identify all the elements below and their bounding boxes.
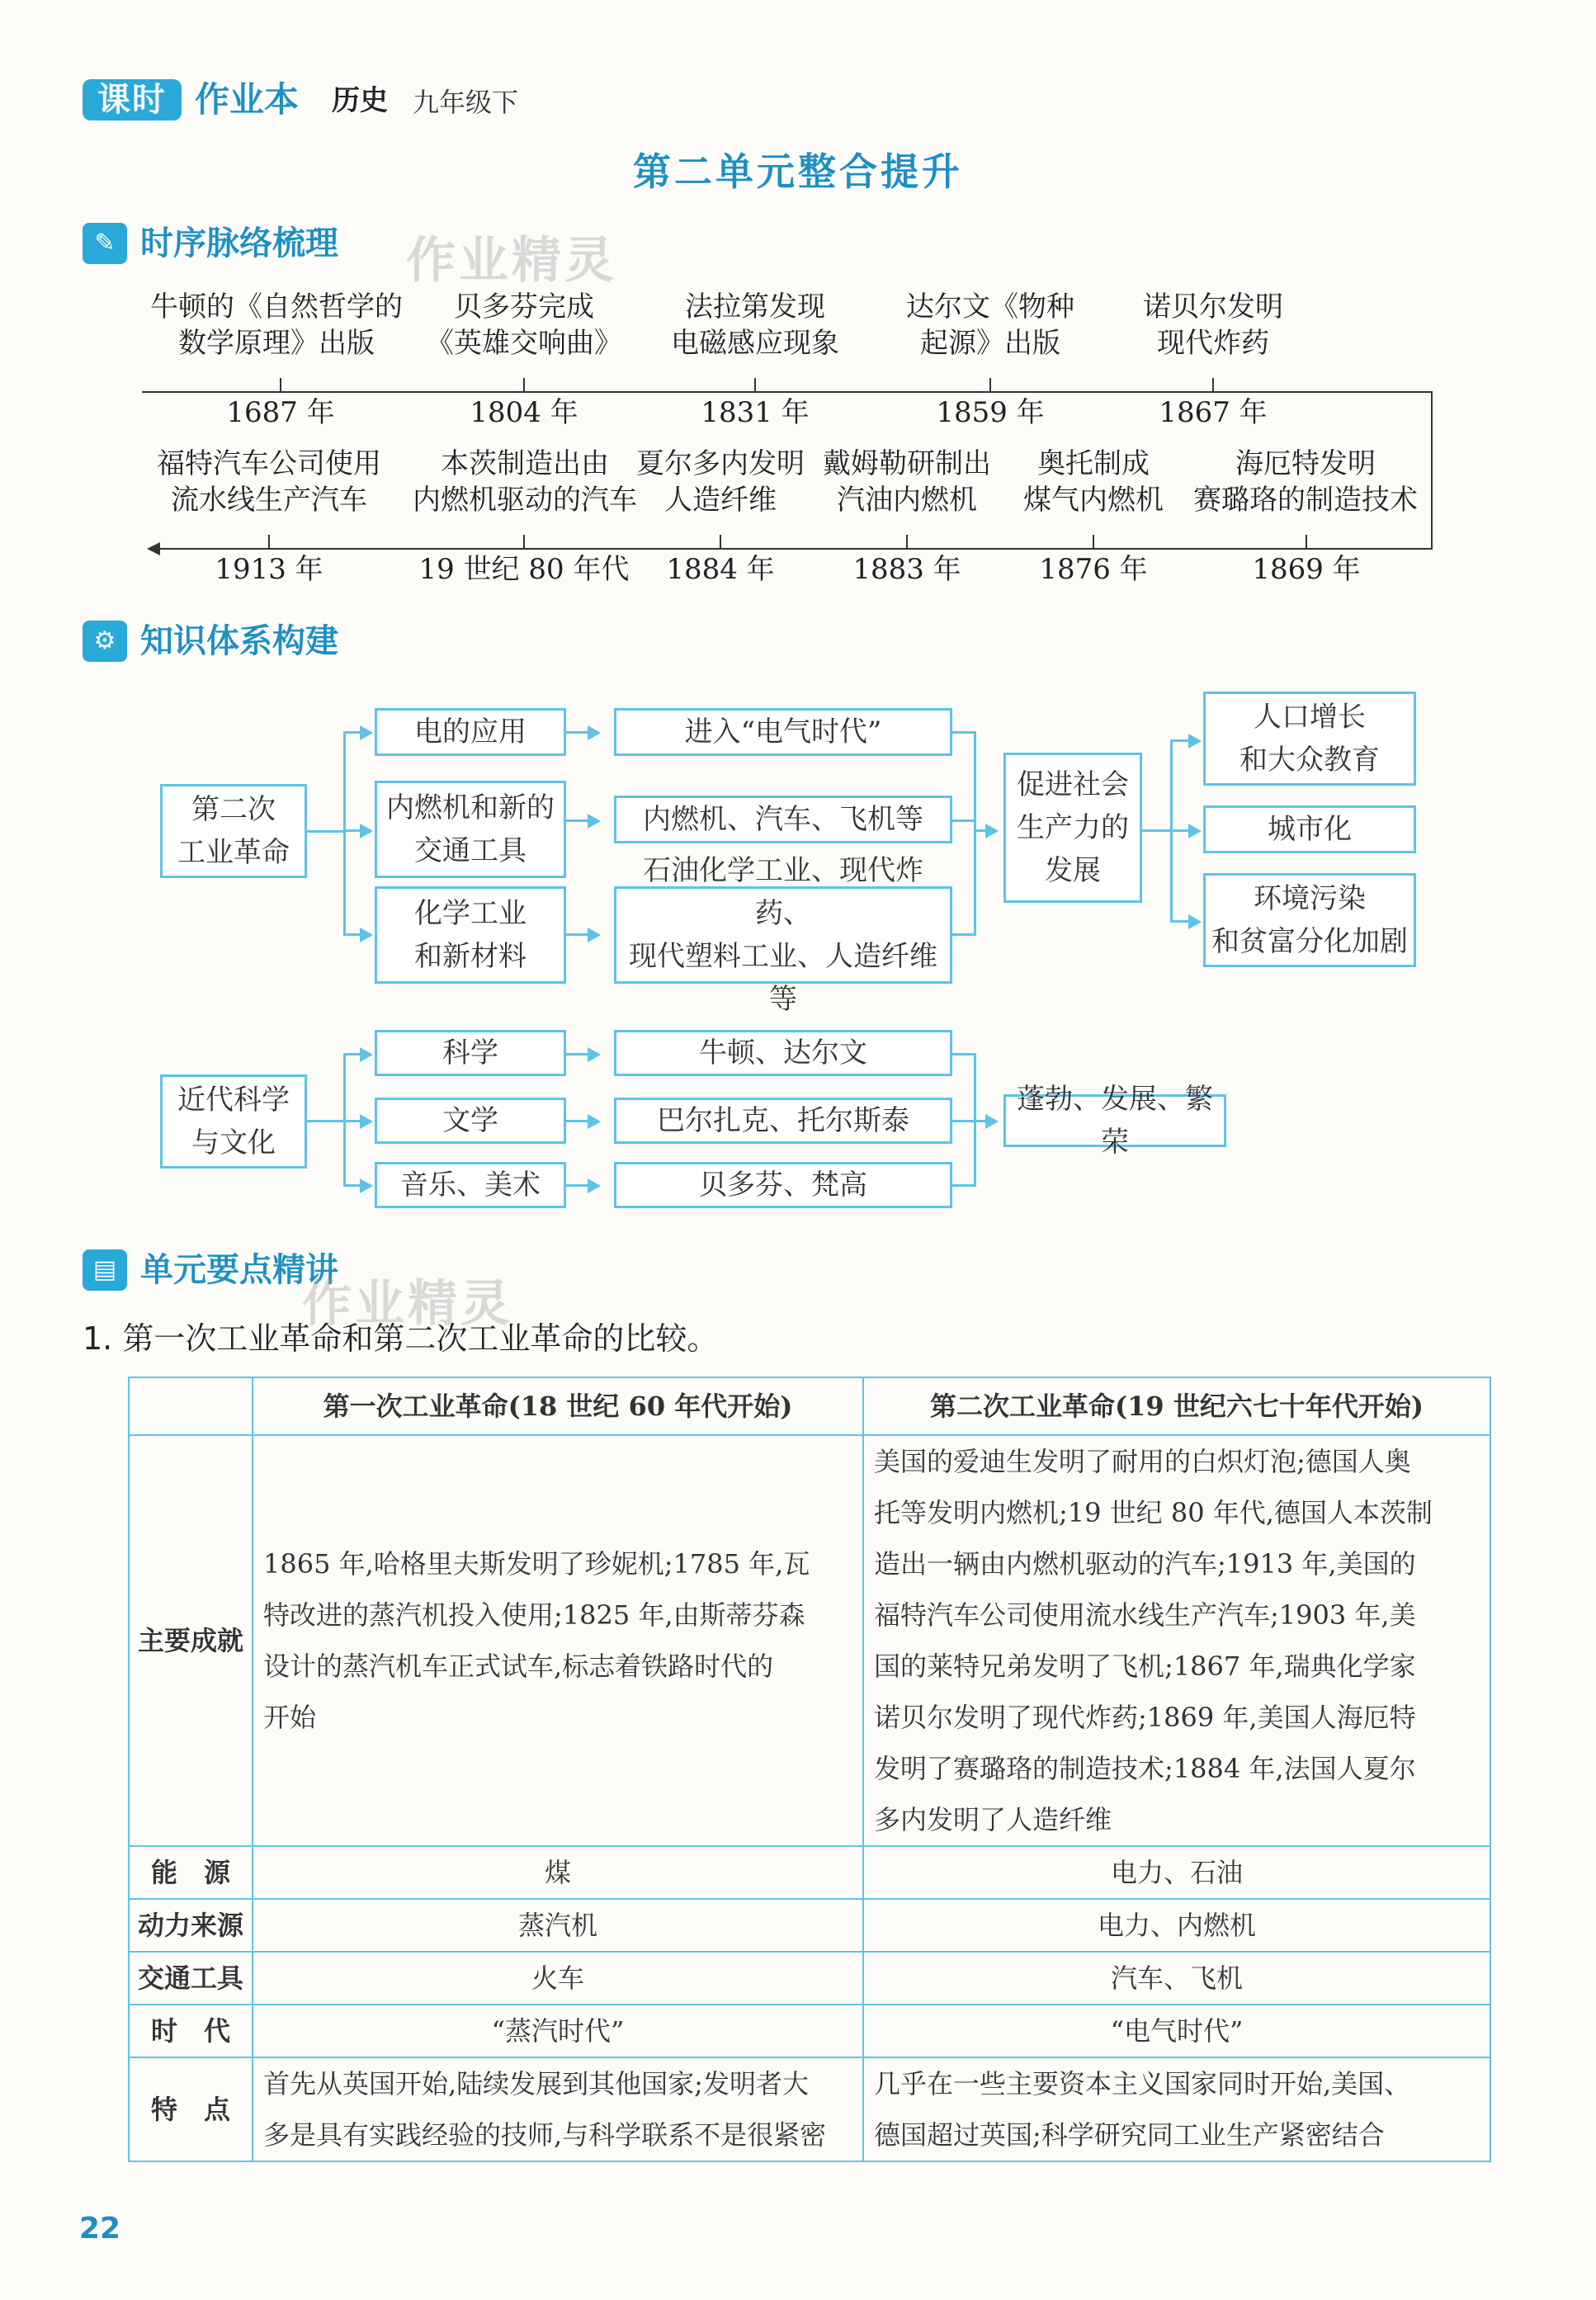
connector: [307, 830, 343, 833]
table-cell: 电力、石油: [863, 1846, 1490, 1899]
timeline-year: 1859 年: [936, 396, 1045, 429]
diagram-detail-box: 进入“电气时代”: [614, 708, 952, 756]
link-icon: ⚙: [83, 621, 127, 662]
book-icon: ▤: [83, 1249, 127, 1291]
table-row: [129, 2057, 1490, 2161]
arrow-right-icon: [1188, 734, 1202, 749]
brand-name: 作业本: [195, 79, 300, 120]
connector: [952, 731, 975, 734]
diagram-branch-box: 电的应用: [375, 708, 566, 756]
row-label: 动力来源: [129, 1899, 253, 1952]
diagram-root-box: 第二次 工业革命: [160, 784, 307, 878]
connector: [952, 1053, 975, 1056]
diagram-branch-box: 内燃机和新的 交通工具: [375, 781, 566, 878]
connector: [1170, 829, 1188, 832]
arrow-right-icon: [360, 1114, 373, 1129]
arrow-right-icon: [360, 725, 373, 740]
timeline-tick: [523, 535, 525, 548]
row-label: 特 点: [129, 2057, 253, 2161]
arrow-right-icon: [985, 1114, 999, 1129]
connector: [343, 1184, 360, 1187]
table-row: [129, 1899, 1490, 1952]
timeline-tick: [1306, 535, 1307, 548]
arrow-right-icon: [588, 814, 601, 829]
diagram2-branch-box: 科学: [375, 1030, 566, 1076]
arrow-right-icon: [588, 1047, 601, 1062]
watermark: 作业精灵: [302, 1275, 513, 1333]
timeline-year: 1883 年: [852, 553, 961, 586]
timeline-year: 1876 年: [1039, 553, 1148, 586]
arrow-right-icon: [985, 824, 999, 838]
timeline-tick: [268, 535, 270, 548]
connector: [343, 731, 360, 734]
timeline-bottom-event: 福特汽车公司使用 流水线生产汽车: [157, 447, 381, 517]
connector: [974, 731, 976, 936]
arrow-right-icon: [1188, 914, 1202, 929]
timeline-tick: [754, 378, 756, 391]
page-title: 第二单元整合提升: [633, 149, 963, 194]
connector: [974, 829, 985, 832]
connector: [566, 731, 588, 734]
arrow-right-icon: [588, 1178, 601, 1193]
connector: [566, 933, 588, 936]
timeline-tick: [720, 535, 721, 548]
timeline-bottom-event: 奥托制成 煤气内燃机: [1023, 447, 1164, 517]
table-header-cell: 第二次工业革命(19 世纪六七十年代开始): [863, 1377, 1490, 1435]
arrow-right-icon: [360, 1178, 373, 1193]
timeline-connector: [1431, 391, 1433, 548]
connector: [343, 829, 360, 832]
timeline-tick: [989, 378, 991, 391]
timeline-top-event: 牛顿的《自然哲学的 数学原理》出版: [150, 290, 403, 360]
connector: [566, 819, 588, 822]
connector: [566, 1184, 588, 1187]
timeline-bottom-event: 夏尔多内发明 人造纤维: [636, 447, 805, 517]
diagram-mid-box: 促进社会 生产力的 发展: [1003, 753, 1142, 903]
table-cell: 蒸汽机: [253, 1899, 863, 1952]
arrow-right-icon: [1188, 824, 1202, 838]
table-cell: 火车: [253, 1952, 863, 2005]
section-title-keypoints: 单元要点精讲: [140, 1251, 338, 1289]
row-label: 交通工具: [129, 1952, 253, 2005]
diagram2-root-box: 近代科学 与文化: [160, 1074, 307, 1169]
diagram-detail-box: 内燃机、汽车、飞机等: [614, 796, 952, 843]
timeline-year: 1913 年: [215, 553, 323, 586]
timeline-axis-bottom: [157, 548, 1433, 550]
connector: [952, 1184, 975, 1187]
row-label: 能 源: [129, 1846, 253, 1899]
connector: [952, 1120, 975, 1122]
table-row: [129, 1435, 1490, 1846]
timeline-year: 1804 年: [470, 396, 578, 429]
table-header-cell: [129, 1377, 253, 1435]
timeline-tick: [280, 378, 281, 391]
connector: [343, 933, 360, 936]
brand-logo: 课时: [83, 79, 182, 120]
connector: [566, 1120, 588, 1122]
diagram2-result-box: 蓬勃、发展、繁荣: [1003, 1094, 1226, 1147]
table-cell: 几乎在一些主要资本主义国家同时开始,美国、 德国超过英国;科学研究同工业生产紧密结合: [863, 2057, 1490, 2161]
connector: [1142, 829, 1170, 832]
diagram2-detail-box: 牛顿、达尔文: [614, 1030, 952, 1076]
table-cell: 美国的爱迪生发明了耐用的白炽灯泡;德国人奥 托等发明内燃机;19 世纪 80 年代,德国人本茨制 造出一辆由内燃机驱动的汽车;1913 年,美国的 福特汽车公司使用流水线生产汽车;1903 年,美 国的莱特兄弟发明了飞机;1867 年,瑞典化学家 诺贝尔发明了现代炸药;1869 年,美国人海厄特 发明了赛璐珞的制造技术;1884 年,法国人夏尔 多内发明了人造纤维: [863, 1435, 1490, 1846]
timeline-top-event: 贝多芬完成 《英雄交响曲》: [426, 290, 622, 360]
timeline-tick: [523, 378, 525, 391]
table-cell: 汽车、飞机: [863, 1952, 1490, 2005]
connector: [566, 1053, 588, 1056]
connector: [952, 933, 975, 936]
connector: [343, 1053, 360, 1056]
connector: [1170, 739, 1188, 742]
table-row: [129, 2005, 1490, 2057]
pencil-icon: ✎: [83, 223, 127, 264]
timeline-top-event: 诺贝尔发明 现代炸药: [1143, 290, 1283, 360]
table-cell: 1865 年,哈格里夫斯发明了珍妮机;1785 年,瓦 特改进的蒸汽机投入使用;1825 年,由斯蒂芬森 设计的蒸汽机车正式试车,标志着铁路时代的 开始: [253, 1435, 863, 1846]
timeline-bottom-event: 本茨制造出由 内燃机驱动的汽车: [413, 447, 637, 517]
connector: [307, 1120, 343, 1122]
table-header-row: [129, 1377, 1490, 1435]
diagram-branch-box: 化学工业 和新材料: [375, 886, 566, 984]
connector: [952, 819, 975, 822]
arrow-right-icon: [588, 725, 601, 740]
question-title: 1. 第一次工业革命和第二次工业革命的比较。: [83, 1320, 719, 1357]
connector: [1170, 920, 1188, 923]
table-row: [129, 1846, 1490, 1899]
diagram2-branch-box: 文学: [375, 1098, 566, 1144]
page-number: 22: [79, 2212, 121, 2246]
timeline-tick: [1212, 378, 1214, 391]
grade-label: 九年级下: [413, 87, 519, 118]
table-cell: “电气时代”: [863, 2005, 1490, 2057]
timeline-year: 1831 年: [701, 396, 810, 429]
timeline-bottom-event: 海厄特发明 赛璐珞的制造技术: [1193, 447, 1418, 517]
timeline-tick: [1093, 535, 1094, 548]
diagram2-branch-box: 音乐、美术: [375, 1162, 566, 1208]
connector: [343, 1120, 360, 1122]
timeline-year: 1884 年: [666, 553, 775, 586]
connector: [343, 731, 346, 936]
diagram-result-box: 环境污染 和贫富分化加剧: [1203, 873, 1416, 967]
table-cell: “蒸汽时代”: [253, 2005, 863, 2057]
timeline-year: 1867 年: [1159, 396, 1268, 429]
timeline-top-event: 法拉第发现 电磁感应现象: [671, 290, 839, 360]
timeline-year: 1687 年: [226, 396, 335, 429]
row-label: 时 代: [129, 2005, 253, 2057]
timeline-axis-top: [142, 391, 1433, 393]
diagram2-detail-box: 巴尔扎克、托尔斯泰: [614, 1098, 952, 1144]
section-title-knowledge: 知识体系构建: [140, 622, 338, 660]
arrow-right-icon: [360, 1047, 373, 1062]
timeline-bottom-event: 戴姆勒研制出 汽油内燃机: [823, 447, 991, 517]
arrow-right-icon: [360, 928, 373, 942]
timeline-top-event: 达尔文《物种 起源》出版: [906, 290, 1074, 360]
comparison-table: [128, 1377, 1491, 2162]
arrow-right-icon: [588, 1114, 601, 1129]
diagram-result-box: 人口增长 和大众教育: [1203, 692, 1416, 786]
table-cell: 煤: [253, 1846, 863, 1899]
table-cell: 首先从英国开始,陆续发展到其他国家;发明者大 多是具有实践经验的技师,与科学联系不是很紧密: [253, 2057, 863, 2161]
timeline-year: 19 世纪 80 年代: [418, 553, 630, 586]
arrow-right-icon: [360, 824, 373, 838]
subject-label: 历史: [332, 84, 388, 117]
section-title-timeline: 时序脉络梳理: [140, 224, 338, 262]
table-cell: 电力、内燃机: [863, 1899, 1490, 1952]
table-header-cell: 第一次工业革命(18 世纪 60 年代开始): [253, 1377, 863, 1435]
connector: [974, 1120, 985, 1122]
watermark: 作业精灵: [406, 232, 617, 290]
row-label: 主要成就: [129, 1435, 253, 1846]
diagram-result-box: 城市化: [1203, 805, 1416, 853]
arrow-left-icon: [147, 542, 160, 555]
diagram-detail-box: 石油化学工业、现代炸药、 现代塑料工业、人造纤维等: [614, 886, 952, 984]
arrow-right-icon: [588, 928, 601, 942]
timeline-tick: [906, 535, 908, 548]
diagram2-detail-box: 贝多芬、梵高: [614, 1162, 952, 1208]
timeline-year: 1869 年: [1252, 553, 1361, 586]
table-row: [129, 1952, 1490, 2005]
